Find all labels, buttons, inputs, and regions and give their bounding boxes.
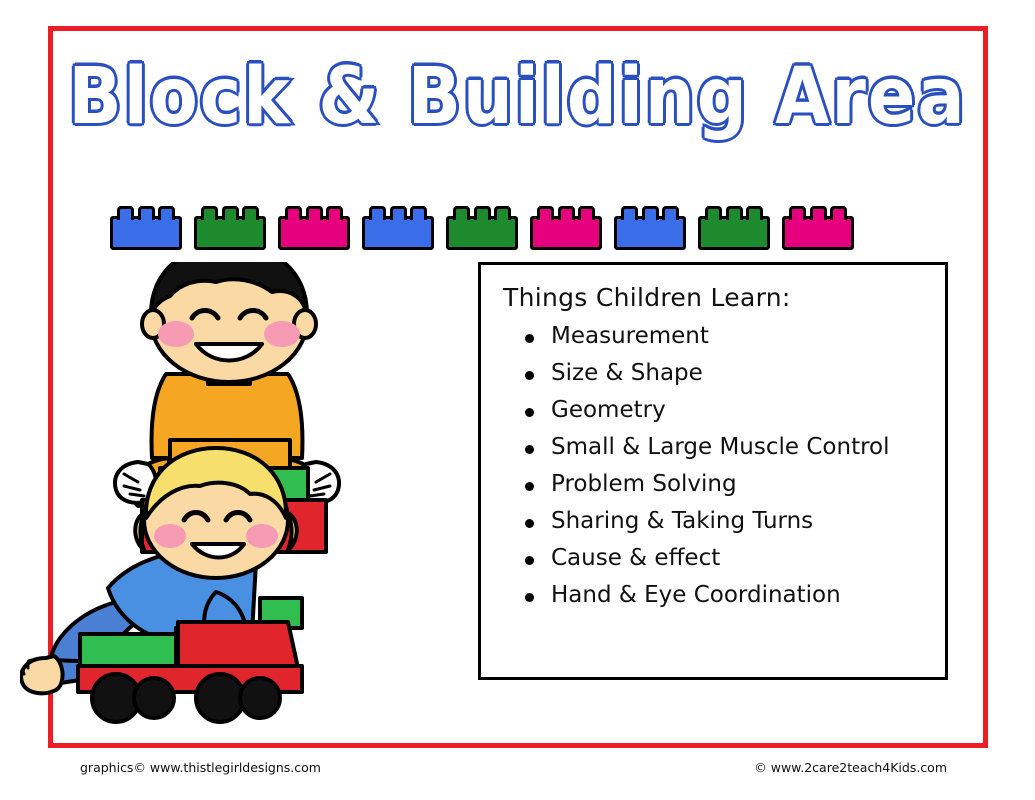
lego-block-icon bbox=[782, 216, 854, 250]
lego-block-icon bbox=[530, 216, 602, 250]
learn-panel-heading: Things Children Learn: bbox=[503, 283, 791, 312]
lego-block-icon bbox=[614, 216, 686, 250]
page-title: Block & Building Area bbox=[68, 50, 967, 142]
decorative-block-strip bbox=[110, 190, 920, 250]
lego-block-icon bbox=[698, 216, 770, 250]
learn-list bbox=[499, 318, 927, 614]
lego-block-icon bbox=[446, 216, 518, 250]
list-item: Size & Shape bbox=[523, 355, 927, 392]
list-item: Cause & effect bbox=[523, 540, 927, 577]
lego-block-icon bbox=[110, 216, 182, 250]
things-children-learn-panel bbox=[478, 262, 948, 680]
lego-block-icon bbox=[278, 216, 350, 250]
list-item: Hand & Eye Coordination bbox=[523, 577, 927, 614]
list-item: Measurement bbox=[523, 318, 927, 355]
list-item: Small & Large Muscle Control bbox=[523, 429, 927, 466]
children-playing-with-blocks-illustration bbox=[20, 262, 470, 732]
graphics-credit: graphics© www.thistlegirldesigns.com bbox=[80, 760, 321, 775]
list-item: Problem Solving bbox=[523, 466, 927, 503]
lego-block-icon bbox=[194, 216, 266, 250]
site-credit: © www.2care2teach4Kids.com bbox=[754, 760, 947, 775]
lego-block-icon bbox=[362, 216, 434, 250]
list-item: Sharing & Taking Turns bbox=[523, 503, 927, 540]
list-item: Geometry bbox=[523, 392, 927, 429]
